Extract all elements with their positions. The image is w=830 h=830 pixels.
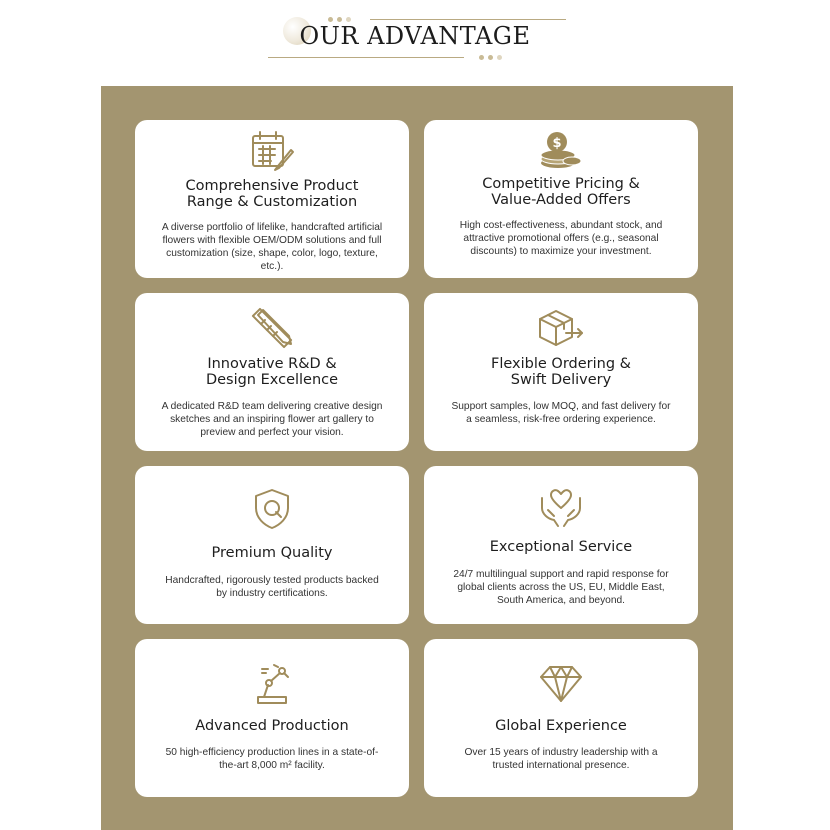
advantage-card-ordering <box>424 293 698 451</box>
card-title: Competitive Pricing & Value-Added Offers <box>482 176 640 208</box>
ruler-pencil-icon <box>135 307 409 353</box>
card-title: Comprehensive Product Range & Customization <box>185 178 359 210</box>
card-title: Premium Quality <box>211 545 333 561</box>
section-header <box>0 0 830 80</box>
calendar-edit-icon <box>135 130 409 176</box>
card-description: 50 high-efficiency production lines in a state-of-the-art 8,000 m² facility. <box>165 747 379 771</box>
card-title: Flexible Ordering & Swift Delivery <box>491 356 631 388</box>
card-description: Support samples, low MOQ, and fast delivery for a seamless, risk-free ordering experience. <box>451 401 671 425</box>
decorative-dot <box>488 55 493 60</box>
decorative-dot <box>497 55 502 60</box>
advantage-card-quality <box>135 466 409 624</box>
svg-text:$: $ <box>552 136 562 151</box>
quality-shield-icon <box>135 488 409 534</box>
coin-stack-icon <box>424 130 698 176</box>
advantage-card-service <box>424 466 698 624</box>
advantage-card-rnd <box>135 293 409 451</box>
card-title: Advanced Production <box>195 718 349 734</box>
card-description: 24/7 multilingual support and rapid response for global clients across the US, EU, Middle East, South America, and beyond. <box>453 569 669 606</box>
diamond-icon <box>424 663 698 709</box>
card-title: Exceptional Service <box>489 539 633 555</box>
advantage-card-production <box>135 639 409 797</box>
decorative-dot <box>479 55 484 60</box>
card-description: Over 15 years of industry leadership with a trusted international presence. <box>464 747 658 771</box>
decorative-line <box>370 19 566 20</box>
card-description: Handcrafted, rigorously tested products backed by industry certifications. <box>165 575 379 599</box>
robot-arm-icon <box>135 663 409 709</box>
card-title: Global Experience <box>495 718 627 734</box>
page-title: OUR ADVANTAGE <box>299 22 531 50</box>
decorative-line <box>268 57 464 58</box>
heart-hands-icon <box>424 486 698 532</box>
advantage-card-product-range <box>135 120 409 278</box>
card-description: A diverse portfolio of lifelike, handcrafted artificial flowers with flexible OEM/ODM solutions and full customization (size, shape, color, logo, texture, etc.). <box>161 222 383 272</box>
card-description: A dedicated R&D team delivering creative design sketches and an inspiring flower art gallery to preview and perfect your vision. <box>161 401 383 438</box>
card-title: Innovative R&D & Design Excellence <box>205 356 339 388</box>
card-description: High cost-effectiveness, abundant stock, and attractive promotional offers (e.g., seasonal discounts) to maximize your investment. <box>459 220 663 257</box>
advantage-card-global <box>424 639 698 797</box>
box-delivery-icon <box>424 307 698 353</box>
advantage-card-pricing <box>424 120 698 278</box>
